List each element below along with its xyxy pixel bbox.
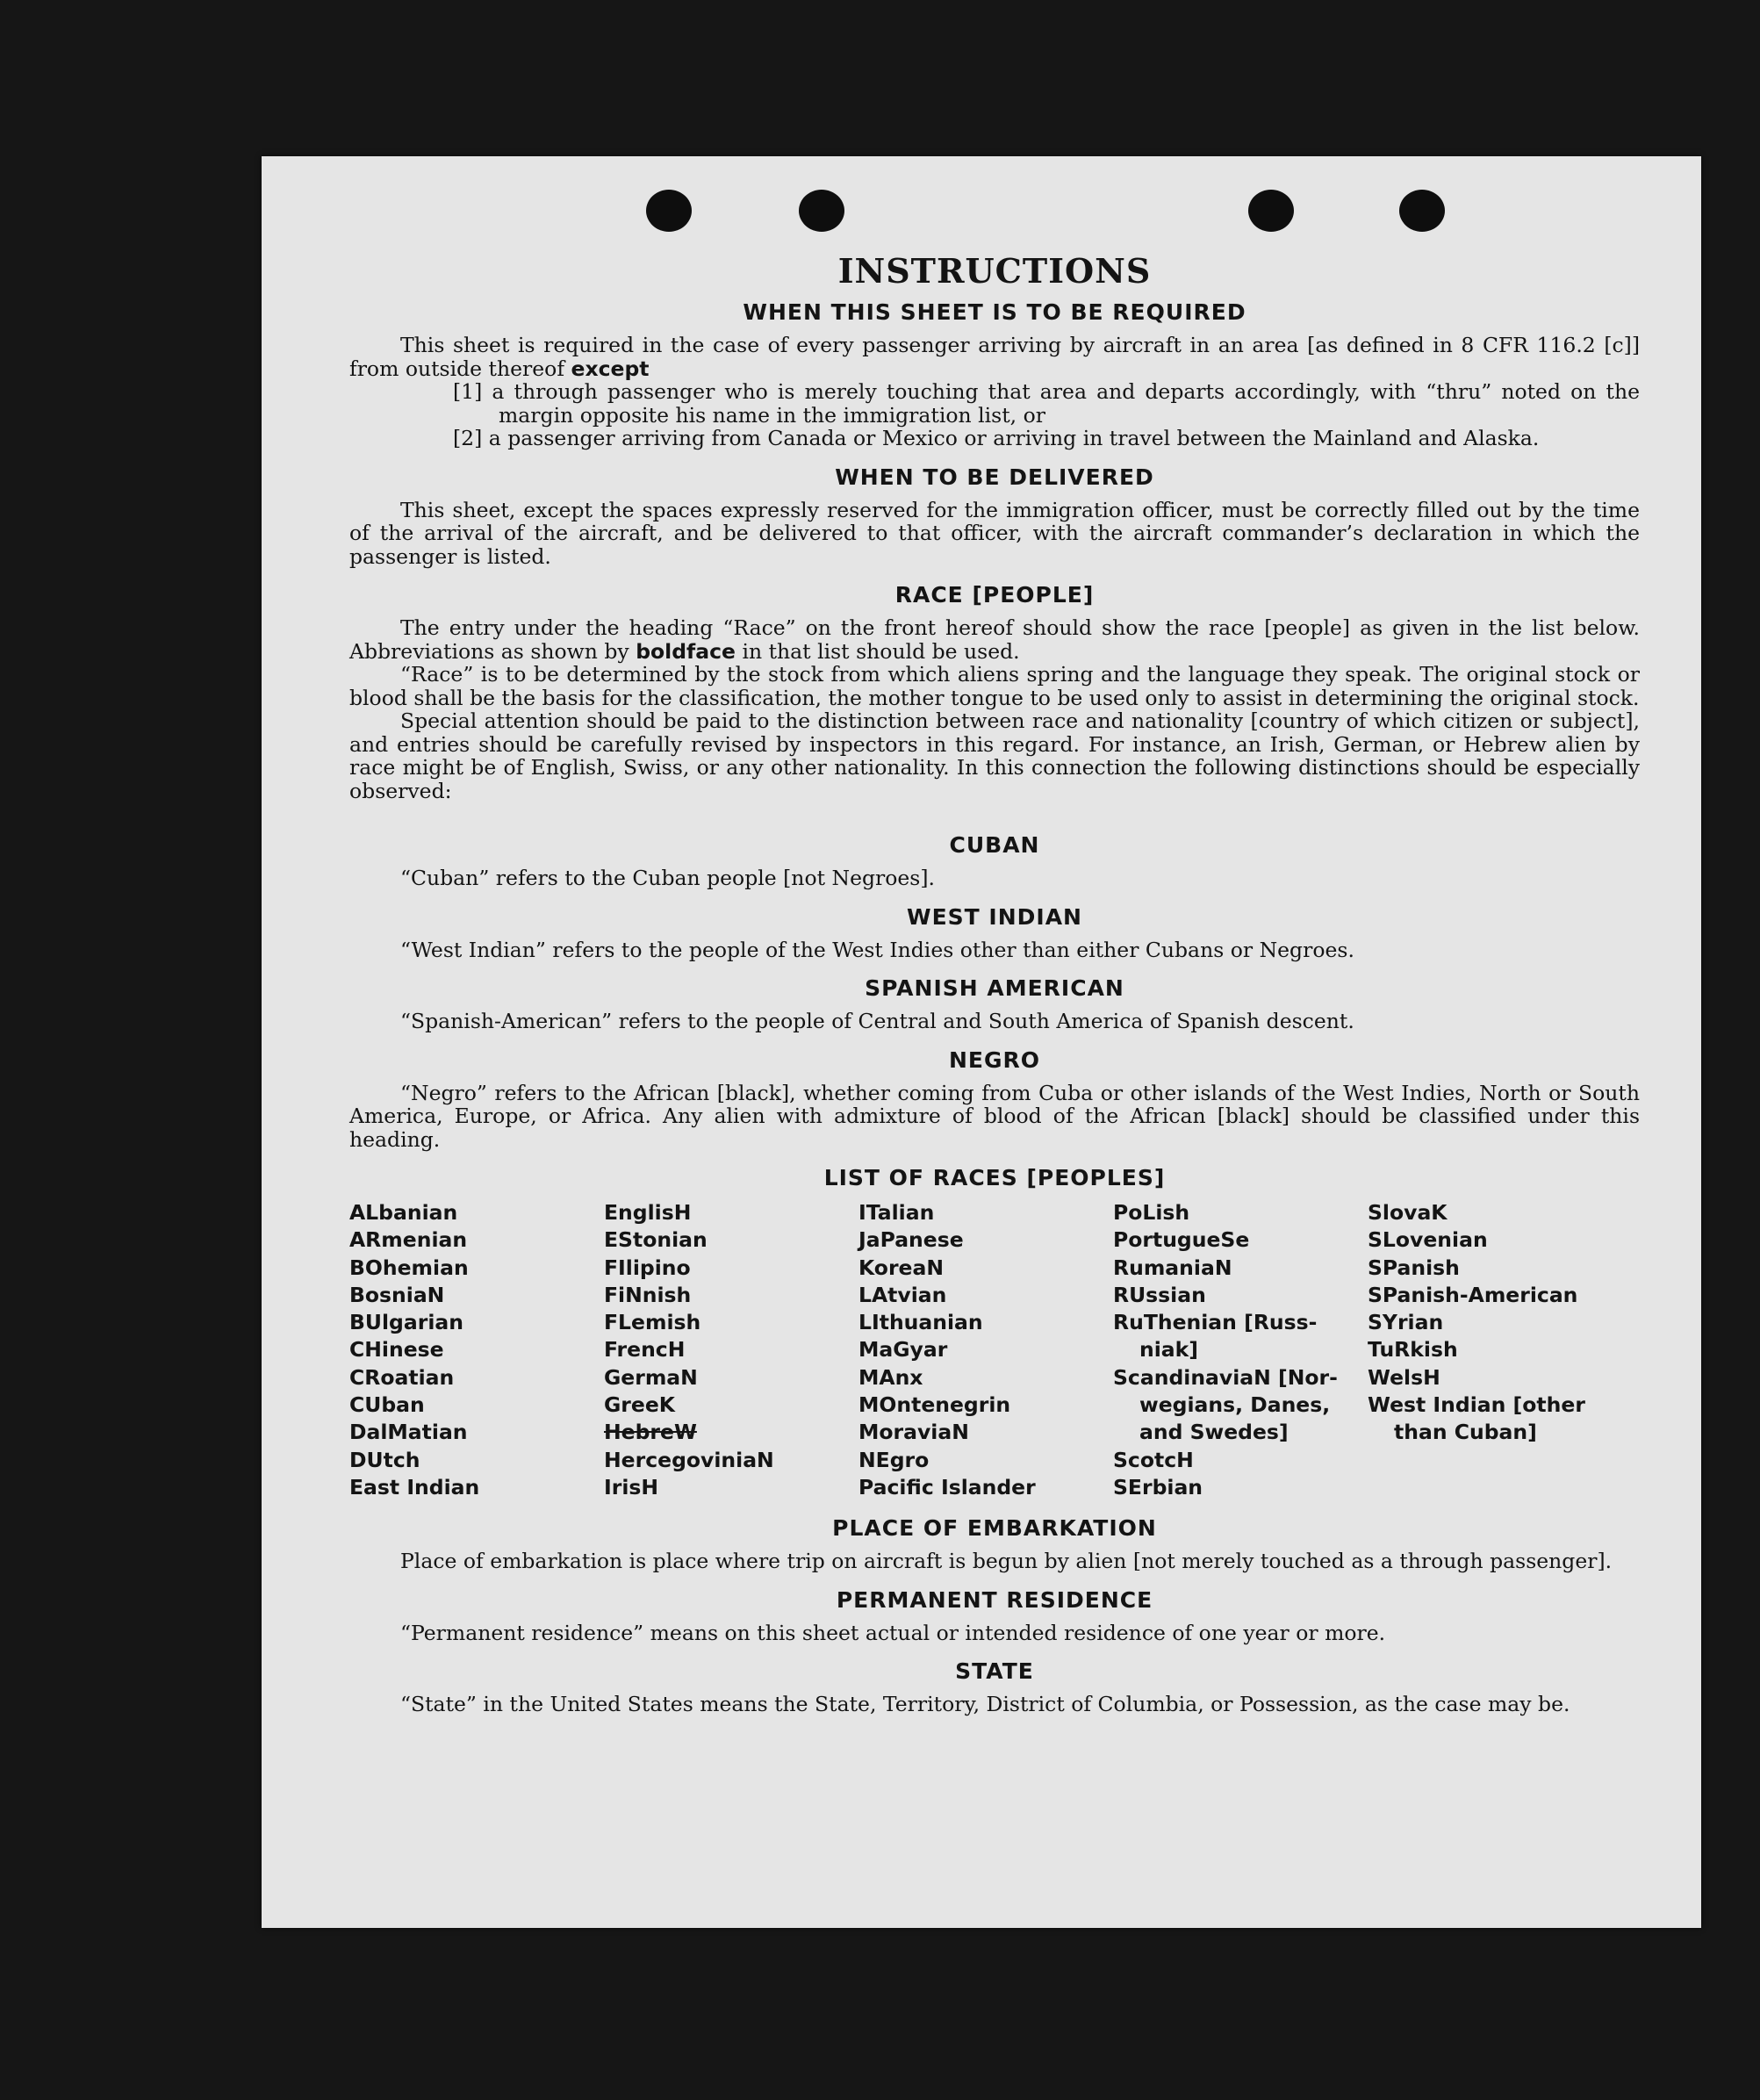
race-item-continuation: than Cuban] (1394, 1420, 1537, 1445)
negro-text: “Negro” refers to the African [black], whether coming from Cuba or other islands of the West Indies, North or South America, Europe, or Africa. Any alien with admixture of blood of the African [black] should be classified under this heading. (349, 1080, 1640, 1152)
race-item: Pacific Islander (858, 1474, 1036, 1499)
race-item: PoLish (1113, 1200, 1190, 1225)
race-item: NEgro (858, 1447, 930, 1472)
race-item: DalMatian (349, 1420, 468, 1445)
race-item: MOntenegrin (858, 1392, 1011, 1418)
page-title: INSTRUCTIONS (837, 251, 1152, 291)
race-item: SYrian (1368, 1310, 1444, 1335)
race-item: BosniaN (349, 1282, 445, 1307)
race-paragraph-2: “Race” is to be determined by the stock from which aliens spring and the language they speak. The original stock or blood shall be the basis for the classification, the mother tongue to be used only to assist in determining the original stock. (349, 662, 1640, 710)
race-item: WelsH (1368, 1364, 1440, 1390)
race-item: RuThenian [Russ- (1113, 1310, 1318, 1335)
heading-required: WHEN THIS SHEET IS TO BE REQUIRED (743, 299, 1246, 325)
race-item: SlovaK (1368, 1200, 1448, 1225)
race-item: EStonian (604, 1227, 708, 1253)
race-item: KoreaN (858, 1255, 944, 1280)
races-column-3 (858, 1199, 1113, 1501)
race-item-continuation: and Swedes] (1139, 1420, 1289, 1445)
race-item: ITalian (858, 1200, 935, 1225)
race-item: DUtch (349, 1447, 420, 1472)
race-item: HercegoviniaN (604, 1447, 774, 1472)
race-item: IrisH (604, 1474, 659, 1499)
required-intro (349, 334, 1640, 380)
west-indian-text: “West Indian” refers to the people of the West Indies other than either Cubans or Negroes. (400, 937, 1354, 962)
race-item: ScandinaviaN [Nor- (1113, 1364, 1338, 1390)
required-item-2: [2] a passenger arriving from Canada or Mexico or arriving in travel between the Mainland and Alaska. (453, 426, 1540, 450)
heading-cuban: CUBAN (949, 832, 1040, 858)
spanish-american-text: “Spanish-American” refers to the people of Central and South America of Spanish descent. (400, 1009, 1354, 1033)
required-except: except (571, 356, 650, 381)
race-item: ALbanian (349, 1200, 458, 1225)
race-item: East Indian (349, 1474, 480, 1499)
race-item: MAnx (858, 1364, 923, 1390)
instructions-content (349, 251, 1640, 1716)
punch-hole (799, 190, 844, 232)
document-sheet (262, 156, 1701, 1928)
race-item: FrencH (604, 1337, 686, 1363)
heading-west-indian: WEST INDIAN (907, 903, 1082, 930)
race-p1-end: in that list should be used. (742, 638, 1020, 664)
state-text: “State” in the United States means the State, Territory, District of Columbia, or Possession, as the case may be. (400, 1692, 1570, 1717)
race-item: West Indian [other (1368, 1392, 1585, 1418)
race-item: BOhemian (349, 1255, 469, 1280)
race-item: ScotcH (1113, 1447, 1194, 1472)
race-item: FLemish (604, 1310, 701, 1335)
race-item: MaGyar (858, 1337, 948, 1363)
heading-delivered: WHEN TO BE DELIVERED (835, 464, 1154, 490)
race-item: TuRkish (1368, 1337, 1458, 1363)
delivered-text: This sheet, except the spaces expressly reserved for the immigration officer, must be correctly filled out by the time of the arrival of the aircraft, and be delivered to that officer, with the aircraft commander’s declaration in which the passenger is listed. (349, 497, 1640, 569)
race-item: BUlgarian (349, 1310, 463, 1335)
race-paragraph-1 (349, 616, 1640, 663)
punch-hole (646, 190, 692, 232)
heading-spanish-american: SPANISH AMERICAN (865, 975, 1124, 1001)
races-column-1 (349, 1199, 604, 1501)
race-p1-boldface: boldface (636, 638, 736, 664)
race-item: SPanish (1368, 1255, 1460, 1280)
race-item: MoraviaN (858, 1420, 969, 1445)
races-column-2 (604, 1199, 858, 1501)
required-item-1: [1] a through passenger who is merely touching that area and departs accordingly, with “thru” noted on the margin opposite his name in the immigration list, or (453, 379, 1640, 428)
race-item: LIthuanian (858, 1310, 983, 1335)
race-item-continuation: wegians, Danes, (1139, 1392, 1331, 1418)
race-item-struck: HebreW (604, 1420, 697, 1445)
race-item: GermaN (604, 1364, 698, 1390)
punch-hole (1248, 190, 1294, 232)
race-item: JaPanese (858, 1227, 964, 1253)
cuban-text: “Cuban” refers to the Cuban people [not Negroes]. (400, 866, 936, 890)
residence-text: “Permanent residence” means on this sheet actual or intended residence of one year or more. (400, 1620, 1386, 1645)
race-item: FiNnish (604, 1282, 692, 1307)
punch-hole (1399, 190, 1445, 232)
race-item: CUban (349, 1392, 425, 1418)
race-item: SPanish-American (1368, 1282, 1578, 1307)
race-item: RumaniaN (1113, 1255, 1232, 1280)
heading-residence: PERMANENT RESIDENCE (836, 1586, 1153, 1613)
heading-list-of-races: LIST OF RACES [PEOPLES] (823, 1165, 1166, 1190)
race-item: PortugueSe (1113, 1227, 1250, 1253)
race-item: EnglisH (604, 1200, 692, 1225)
required-intro-text: This sheet is required in the case of every passenger arriving by aircraft in an area [as defined in 8 CFR 116.2 [c]] from outside thereof (349, 333, 1640, 381)
heading-state: STATE (955, 1658, 1034, 1685)
race-item: GreeK (604, 1392, 675, 1418)
heading-negro: NEGRO (948, 1046, 1041, 1073)
heading-embarkation: PLACE OF EMBARKATION (832, 1515, 1157, 1542)
races-column-5 (1368, 1199, 1631, 1501)
race-item-continuation: niak] (1139, 1337, 1199, 1363)
heading-race: RACE [PEOPLE] (894, 582, 1095, 608)
races-column-4 (1113, 1199, 1368, 1501)
race-item: ARmenian (349, 1227, 468, 1253)
race-paragraph-3: Special attention should be paid to the distinction between race and nationality [country of which citizen or subject], and entries should be carefully revised by inspectors in this regard. For instance, an Irish, German, or Hebrew alien by race might be of English, Swiss, or any other nationality. In this connection the following distinctions should be especially observed: (349, 708, 1640, 803)
embarkation-text: Place of embarkation is place where trip on aircraft is begun by alien [not merely touched as a through passenger]. (400, 1549, 1613, 1574)
race-item: FIlipino (604, 1255, 691, 1280)
race-item: SErbian (1113, 1474, 1203, 1499)
race-p1-text: The entry under the heading “Race” on the front hereof should show the race [people] as given in the list below. Abbreviations as shown by (349, 615, 1640, 664)
race-item: SLovenian (1368, 1227, 1488, 1253)
race-item: CHinese (349, 1337, 444, 1363)
race-item: CRoatian (349, 1364, 455, 1390)
race-item: RUssian (1113, 1282, 1206, 1307)
races-list (349, 1199, 1640, 1501)
race-item: LAtvian (858, 1282, 947, 1307)
